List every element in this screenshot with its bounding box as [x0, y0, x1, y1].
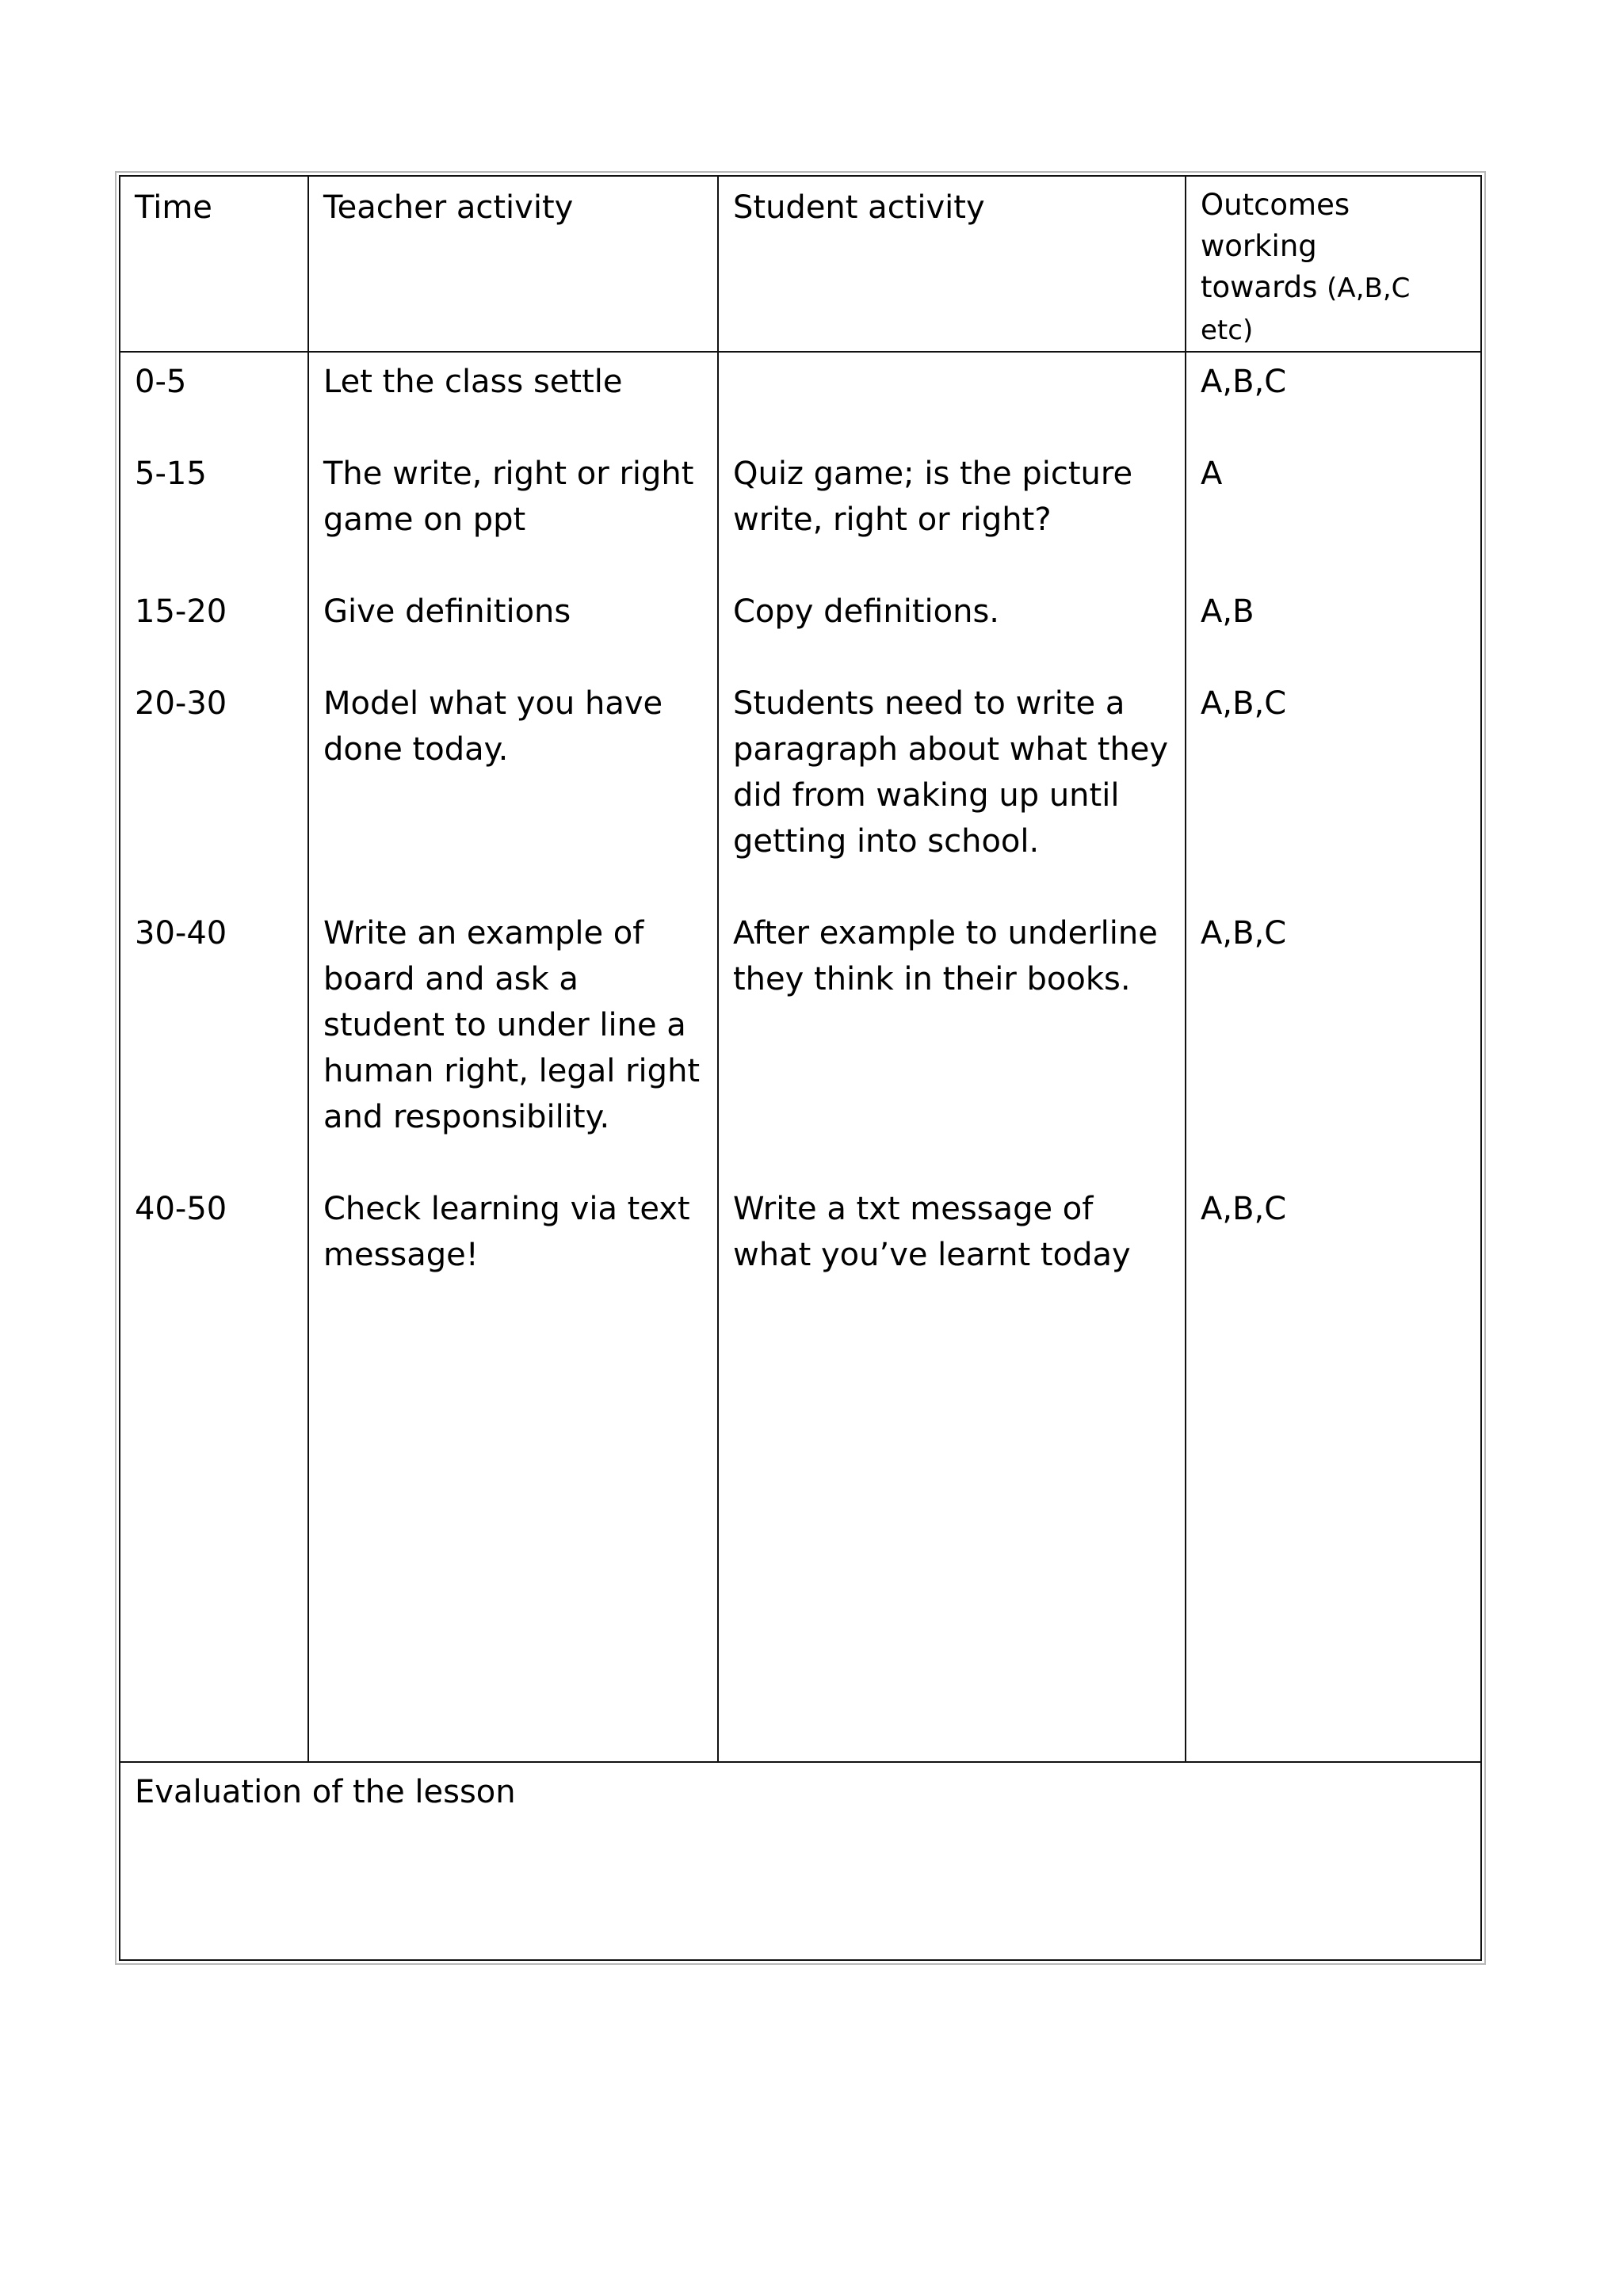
time-cell: 5-15 — [135, 456, 207, 492]
teacher-activity-cell: Let the class settle — [323, 364, 623, 400]
header-student-activity — [718, 176, 1186, 352]
student-activity-cell — [733, 359, 1170, 451]
header-outcomes-label — [1201, 185, 1466, 351]
time-cell: 20-30 — [135, 685, 227, 722]
header-outcomes-line1: Outcomes working — [1201, 188, 1350, 263]
time-cell: 30-40 — [135, 915, 227, 952]
evaluation-label: Evaluation of the lesson — [135, 1774, 516, 1810]
outcomes-cell: A,B,C — [1201, 915, 1287, 952]
time-cell: 40-50 — [135, 1191, 227, 1227]
teacher-activity-cell: Model what you have done today. — [323, 685, 663, 768]
header-teacher-label: Teacher activity — [323, 189, 574, 226]
outcomes-column — [1186, 352, 1481, 1762]
outcomes-cell: A,B,C — [1201, 1191, 1287, 1227]
header-outcomes — [1186, 176, 1481, 352]
student-activity-cell: Write a txt message of what you’ve learnt today — [733, 1191, 1131, 1273]
table-body-row — [120, 352, 1481, 1762]
teacher-activity-column — [308, 352, 718, 1762]
time-column — [120, 352, 308, 1762]
outcomes-cell: A,B,C — [1201, 685, 1287, 722]
student-activity-cell: Copy definitions. — [733, 593, 1000, 630]
outcomes-cell: A,B — [1201, 593, 1254, 630]
header-time — [120, 176, 308, 352]
teacher-activity-cell: Give definitions — [323, 593, 571, 630]
teacher-activity-cell: Check learning via text message! — [323, 1191, 690, 1273]
header-teacher-activity — [308, 176, 718, 352]
lesson-plan-table — [119, 175, 1482, 1961]
student-activity-cell: After example to underline they think in their books. — [733, 915, 1158, 997]
header-outcomes-line2a: towards — [1201, 270, 1318, 304]
table-header-row — [120, 176, 1481, 352]
teacher-activity-cell: The write, right or right game on ppt — [323, 456, 694, 538]
evaluation-row — [120, 1762, 1481, 1960]
header-time-label: Time — [135, 189, 212, 226]
teacher-activity-cell: Write an example of board and ask a student to under line a human right, legal right and responsibility. — [323, 915, 701, 1135]
student-activity-cell: Students need to write a paragraph about what they did from waking up until getting into school. — [733, 685, 1169, 860]
evaluation-cell — [120, 1762, 1481, 1960]
header-outcomes-line2b: (A,B,C etc) — [1201, 273, 1411, 346]
outcomes-cell: A,B,C — [1201, 364, 1287, 400]
header-student-label: Student activity — [733, 189, 985, 226]
outcomes-cell: A — [1201, 456, 1223, 492]
time-cell: 15-20 — [135, 593, 227, 630]
student-activity-column — [718, 352, 1186, 1762]
student-activity-cell: Quiz game; is the picture write, right or right? — [733, 456, 1133, 538]
time-cell: 0-5 — [135, 364, 187, 400]
